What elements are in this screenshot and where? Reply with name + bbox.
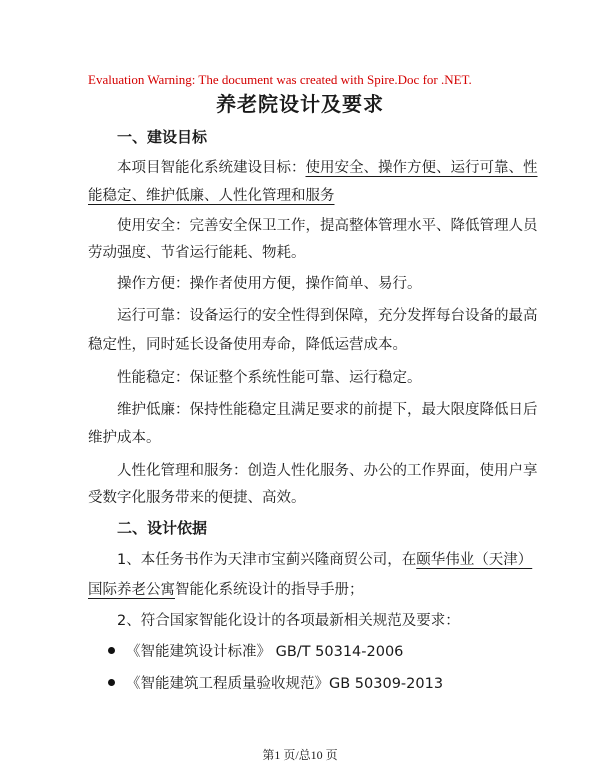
reliable-line-2: 稳定性，同时延长设备使用寿命，降低运营成本。 <box>88 337 407 353</box>
basis-item-1-prefix: 1、本任务书作为天津市宝蓟兴隆商贸公司，在 <box>117 552 417 568</box>
standard-item: 《智能建筑工程质量验收规范》GB 50309-2013 <box>126 676 444 692</box>
intro-goals-underlined-1: 使用安全、操作方便、运行可靠、性 <box>305 160 538 176</box>
section-heading-basis: 二、设计依据 <box>117 519 208 537</box>
bullet-icon <box>108 647 115 654</box>
safety-line-2: 劳动强度、节省运行能耗、物耗。 <box>88 245 306 261</box>
basis-item-1-suffix: 智能化系统设计的指导手册； <box>175 582 364 598</box>
intro-goals-underlined-2: 能稳定、维护低廉、人性化管理和服务 <box>88 188 335 204</box>
basis-item-2: 2、符合国家智能化设计的各项最新相关规范及要求： <box>117 613 460 629</box>
bullet-icon <box>108 679 115 686</box>
basis-item-1-apartment: 国际养老公寓 <box>88 582 175 598</box>
basis-item-1-line-1 <box>117 548 532 569</box>
evaluation-warning: Evaluation Warning: The document was created with Spire.Doc for .NET. <box>88 72 472 87</box>
intro-prefix: 本项目智能化系统建设目标： <box>117 160 306 176</box>
basis-item-1-line-2 <box>88 578 364 599</box>
reliable-line-1: 运行可靠：设备运行的安全性得到保障，充分发挥每台设备的最高 <box>117 308 538 324</box>
humane-line-1: 人性化管理和服务：创造人性化服务、办公的工作界面，使用户享 <box>117 463 538 479</box>
basis-item-1-company: 颐华伟业（天津） <box>416 552 533 568</box>
humane-line-2: 受数字化服务带来的便捷、高效。 <box>88 490 306 506</box>
page-footer: 第1 页/总10 页 <box>262 748 338 762</box>
intro-line-1 <box>117 156 538 177</box>
section-heading-goals: 一、建设目标 <box>117 128 208 146</box>
maintenance-line-1: 维护低廉：保持性能稳定且满足要求的前提下，最大限度降低日后 <box>117 402 538 418</box>
standard-item: 《智能建筑设计标准》 GB/T 50314-2006 <box>126 644 404 660</box>
maintenance-line-2: 维护成本。 <box>88 430 161 446</box>
document-title: 养老院设计及要求 <box>216 92 384 116</box>
ease-line: 操作方便：操作者使用方便，操作简单、易行。 <box>117 276 422 292</box>
safety-line-1: 使用安全：完善安全保卫工作，提高整体管理水平、降低管理人员 <box>117 218 538 234</box>
stable-line: 性能稳定：保证整个系统性能可靠、运行稳定。 <box>117 370 422 386</box>
